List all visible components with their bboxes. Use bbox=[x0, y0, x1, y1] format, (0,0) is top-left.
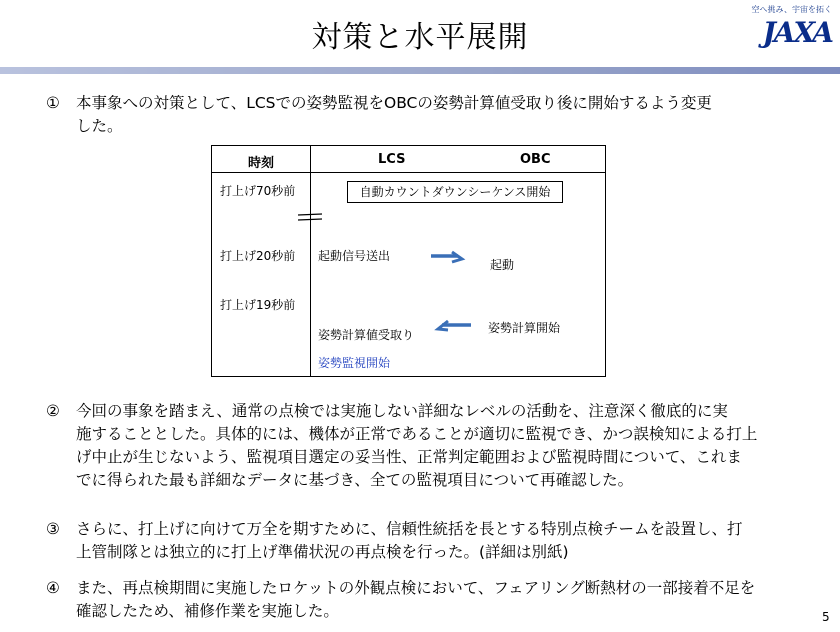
timeline-table bbox=[211, 145, 606, 377]
time-20s: 打上げ20秒前 bbox=[220, 249, 296, 263]
time-19s: 打上げ19秒前 bbox=[220, 298, 296, 312]
table-column-divider bbox=[310, 146, 311, 376]
item-4 bbox=[46, 577, 822, 623]
item-4-number: ④ bbox=[46, 579, 60, 597]
item-2-line-1 bbox=[46, 400, 822, 423]
time-70s: 打上げ70秒前 bbox=[220, 184, 296, 198]
table-header-divider bbox=[212, 172, 605, 173]
obc-boot: 起動 bbox=[490, 258, 515, 272]
logo-tagline: 空へ挑み、宇宙を拓く bbox=[751, 5, 832, 14]
jaxa-logo bbox=[740, 2, 836, 60]
lcs-attitude-receive: 姿勢計算値受取り bbox=[318, 328, 415, 342]
item-3-line-1 bbox=[46, 518, 822, 541]
header-divider-bar bbox=[0, 67, 840, 74]
item-4-line-2: 確認したため、補修作業を実施した。 bbox=[76, 602, 339, 620]
item-1-number: ① bbox=[46, 94, 60, 112]
obc-attitude-calc-start: 姿勢計算開始 bbox=[488, 321, 561, 335]
time-break-icon bbox=[298, 212, 322, 222]
item-1-line-1 bbox=[46, 92, 822, 115]
item-2 bbox=[46, 400, 822, 492]
header-obc: OBC bbox=[520, 152, 551, 167]
arrow-right-icon bbox=[430, 250, 468, 264]
arrow-left-icon bbox=[434, 318, 472, 332]
item-2-line-3: げ中止が生じないよう、監視項目選定の妥当性、正常判定範囲および監視時間について、これま bbox=[76, 448, 742, 466]
lcs-signal-send: 起動信号送出 bbox=[318, 249, 391, 263]
lcs-monitoring-start: 姿勢監視開始 bbox=[318, 356, 391, 370]
item-3-line-2: 上管制隊とは独立的に打上げ準備状況の再点検を行った。(詳細は別紙) bbox=[76, 543, 569, 561]
item-2-number: ② bbox=[46, 402, 60, 420]
item-3-number: ③ bbox=[46, 520, 60, 538]
header-time: 時刻 bbox=[248, 156, 275, 171]
item-4-text-1: また、再点検期間に実施したロケットの外観点検において、フェアリング断熱材の一部接着不足を bbox=[76, 579, 756, 597]
item-4-line-1 bbox=[46, 577, 822, 600]
item-1-line-2: した。 bbox=[76, 117, 123, 135]
item-2-text-1: 今回の事象を踏まえ、通常の点検では実施しない詳細なレベルの活動を、注意深く徹底的に実 bbox=[76, 402, 728, 420]
item-1-text-1: 本事象への対策として、LCSでの姿勢監視をOBCの姿勢計算値受取り後に開始するよう変更 bbox=[76, 94, 712, 112]
item-2-line-4: でに得られた最も詳細なデータに基づき、全ての監視項目について再確認した。 bbox=[76, 471, 634, 489]
item-2-line-2: 施することとした。具体的には、機体が正常であることが適切に監視でき、かつ誤検知による打上 bbox=[76, 425, 758, 443]
page-title: 対策と水平展開 bbox=[311, 20, 529, 55]
page-number: 5 bbox=[822, 610, 830, 624]
item-3 bbox=[46, 518, 822, 564]
logo-mark: JAXA bbox=[762, 16, 832, 49]
item-1 bbox=[46, 92, 822, 138]
item-3-text-1: さらに、打上げに向けて万全を期すために、信頼性統括を長とする特別点検チームを設置し、打 bbox=[76, 520, 743, 538]
header-lcs: LCS bbox=[378, 152, 406, 167]
countdown-start-box: 自動カウントダウンシーケンス開始 bbox=[347, 181, 563, 203]
